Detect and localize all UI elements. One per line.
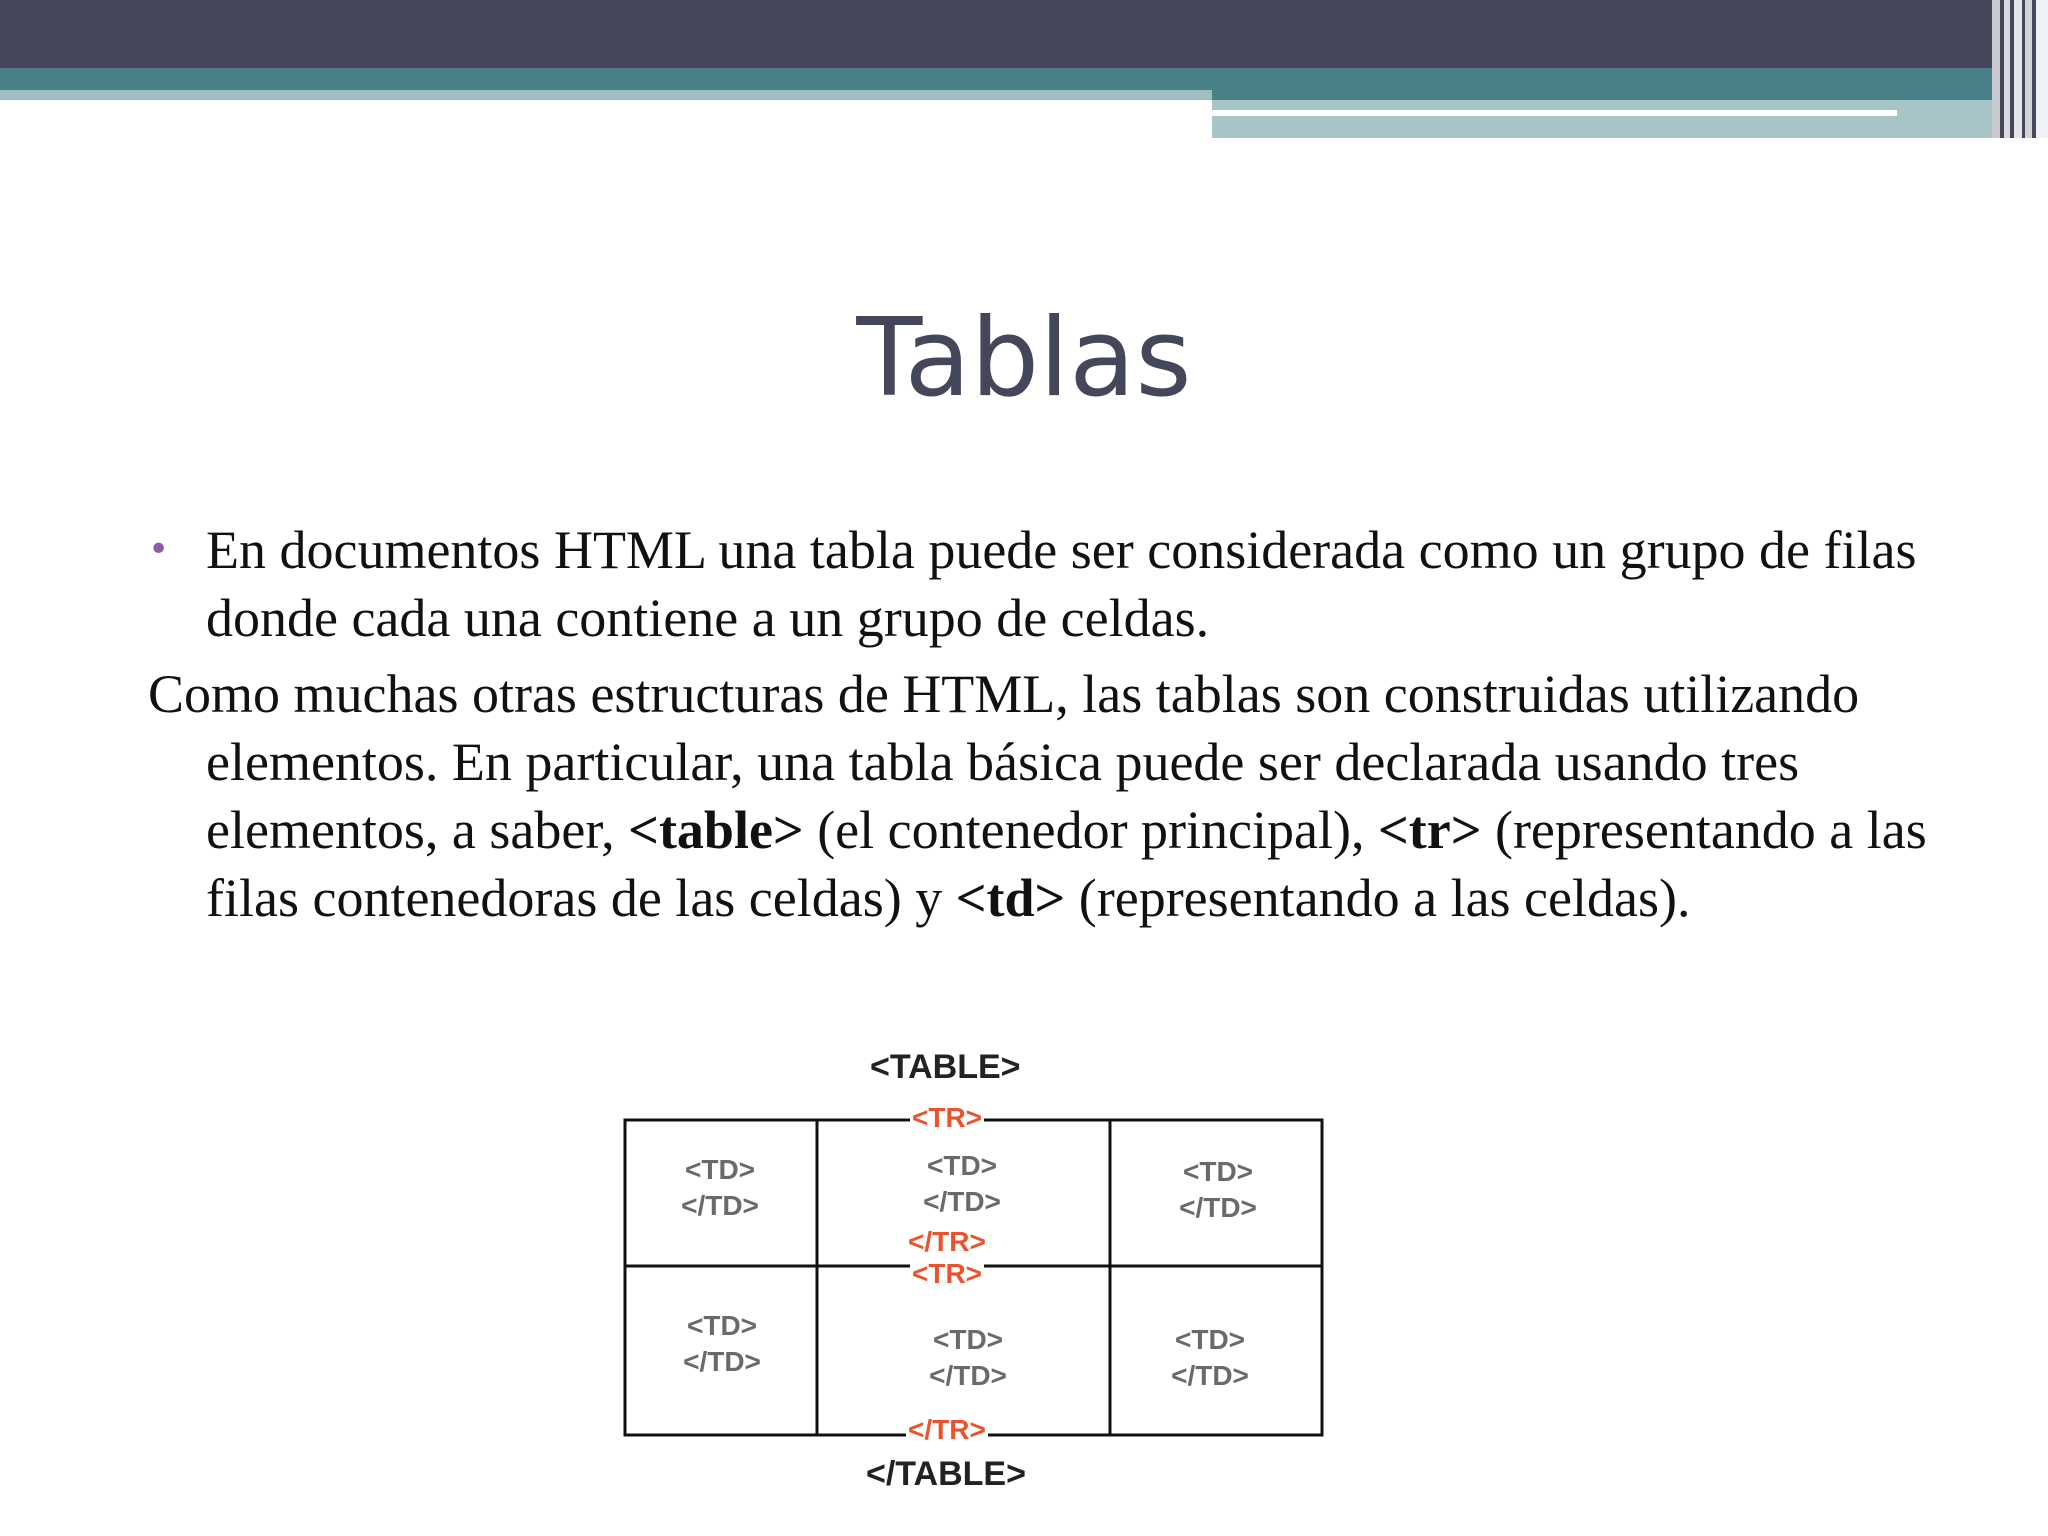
paragraph-two-part3: (representando a las filas contenedoras de las celdas) y bbox=[206, 800, 1927, 928]
slide-body bbox=[148, 516, 1998, 940]
bullet-paragraph-text: En documentos HTML una tabla puede ser considerada como un grupo de filas donde cada una contiene a un grupo de celdas. bbox=[206, 520, 1917, 648]
bullet-icon: • bbox=[148, 529, 170, 570]
diagram-td-close: </TD> bbox=[1171, 1360, 1249, 1391]
tag-tr-label: <tr> bbox=[1377, 800, 1482, 860]
header-band-dark bbox=[0, 0, 2048, 68]
paragraph-two-part4: (representando a las celdas). bbox=[1065, 868, 1691, 928]
diagram-cell-r1c2 bbox=[912, 1148, 1012, 1220]
diagram-row1-tr-close: </TR> bbox=[908, 1226, 986, 1257]
diagram-td-close: </TD> bbox=[681, 1190, 759, 1221]
header-white-line bbox=[1212, 110, 1897, 116]
diagram-table-open: <TABLE> bbox=[870, 1048, 1021, 1086]
diagram-td-open: <TD> bbox=[684, 1154, 756, 1185]
header-band-teal bbox=[0, 68, 2048, 90]
diagram-td-close: </TD> bbox=[929, 1360, 1007, 1391]
diagram-row1-tr-open: <TR> bbox=[912, 1102, 983, 1133]
diagram-td-open: <TD> bbox=[1182, 1156, 1254, 1187]
header-band-teal-right bbox=[1212, 90, 1992, 100]
diagram-cell-r2c3 bbox=[1160, 1322, 1260, 1394]
slide-title: Tablas bbox=[856, 296, 1192, 421]
diagram-row2-tr-open: <TR> bbox=[912, 1258, 983, 1289]
diagram-td-close: </TD> bbox=[683, 1346, 761, 1377]
tag-table-label: <table> bbox=[628, 800, 804, 860]
paragraph-two bbox=[148, 660, 1998, 932]
diagram-cell-r1c1 bbox=[670, 1152, 770, 1224]
table-structure-diagram bbox=[600, 1040, 1360, 1510]
diagram-cell-r1c3 bbox=[1168, 1154, 1268, 1226]
header-band-light bbox=[0, 90, 1212, 100]
diagram-table-close: </TABLE> bbox=[866, 1455, 1026, 1493]
header-vertical-stripes bbox=[1992, 0, 2048, 138]
diagram-row2-tr-close: </TR> bbox=[908, 1414, 986, 1445]
paragraph-two-part1: Como muchas otras estructuras de HTML, las tablas son construidas utilizando elementos. En particular, una tabla básica puede ser declarada usando tres elementos, a saber, bbox=[148, 664, 1860, 860]
diagram-cell-r2c1 bbox=[672, 1308, 772, 1380]
diagram-td-close: </TD> bbox=[1179, 1192, 1257, 1223]
diagram-td-open: <TD> bbox=[686, 1310, 758, 1341]
paragraph-two-part2: (el contenedor principal), bbox=[803, 800, 1378, 860]
diagram-td-open: <TD> bbox=[926, 1150, 998, 1181]
diagram-td-close: </TD> bbox=[923, 1186, 1001, 1217]
tag-td-label: <td> bbox=[955, 868, 1066, 928]
diagram-td-open: <TD> bbox=[932, 1324, 1004, 1355]
diagram-cell-r2c2 bbox=[918, 1322, 1018, 1394]
diagram-td-open: <TD> bbox=[1174, 1324, 1246, 1355]
bullet-paragraph bbox=[148, 516, 1998, 652]
header-band-light-right bbox=[1212, 100, 1992, 138]
